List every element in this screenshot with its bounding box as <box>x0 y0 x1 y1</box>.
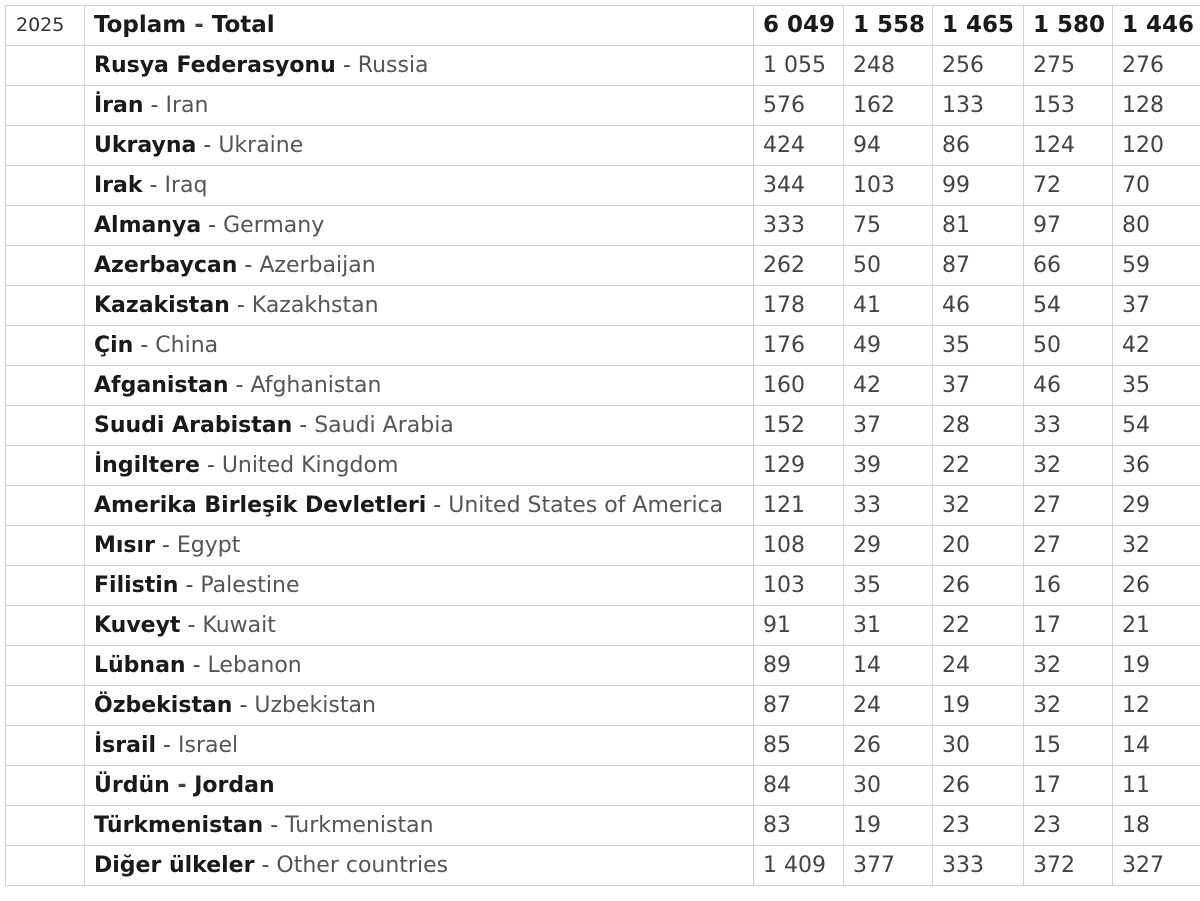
value-cell-3: 153 <box>1024 86 1113 126</box>
country-name-english: Egypt <box>176 532 241 558</box>
value-cell-1: 33 <box>844 486 933 526</box>
total-value-cell: 344 <box>754 166 844 206</box>
value-cell-3: 32 <box>1024 646 1113 686</box>
value-cell-3: 16 <box>1024 566 1113 606</box>
country-cell <box>85 206 754 246</box>
value-cell-2: 86 <box>933 126 1024 166</box>
value-cell-1: 42 <box>844 366 933 406</box>
value-cell-4: 120 <box>1113 126 1200 166</box>
country-name-english: Ukraine <box>218 132 304 158</box>
value-cell-1: 103 <box>844 166 933 206</box>
value-cell-4: 12 <box>1113 686 1200 726</box>
value-cell-2: 26 <box>933 566 1024 606</box>
country-name-english: Jordan <box>194 772 275 798</box>
table-row <box>6 846 1200 886</box>
value-cell-1: 30 <box>844 766 933 806</box>
country-name-english: Afghanistan <box>250 372 382 398</box>
table-row <box>6 726 1200 766</box>
country-name-turkish: Kuveyt <box>94 612 181 638</box>
value-cell-2: 333 <box>933 846 1024 886</box>
country-name-turkish: Diğer ülkeler <box>94 852 255 878</box>
table-row <box>6 246 1200 286</box>
country-cell <box>85 766 754 806</box>
data-table <box>5 5 1200 886</box>
country-name-turkish: Irak <box>94 172 143 198</box>
name-separator: - <box>237 252 260 278</box>
total-value-cell: 84 <box>754 766 844 806</box>
country-name-english: United States of America <box>448 492 724 518</box>
value-cell-4: 37 <box>1113 286 1200 326</box>
year-cell <box>6 86 85 126</box>
name-separator: - <box>199 452 222 478</box>
value-cell-1: 14 <box>844 646 933 686</box>
name-separator: - <box>292 412 315 438</box>
name-separator: - <box>263 812 286 838</box>
country-cell <box>85 686 754 726</box>
total-value-cell: 262 <box>754 246 844 286</box>
country-cell <box>85 6 754 46</box>
country-name-english: Kazakhstan <box>251 292 379 318</box>
country-cell <box>85 566 754 606</box>
total-value-cell: 129 <box>754 446 844 486</box>
country-cell <box>85 846 754 886</box>
country-name-turkish: Çin <box>94 332 134 358</box>
name-separator: - <box>232 692 255 718</box>
total-value-cell: 152 <box>754 406 844 446</box>
country-cell <box>85 726 754 766</box>
value-cell-3: 124 <box>1024 126 1113 166</box>
table-row <box>6 366 1200 406</box>
country-cell <box>85 646 754 686</box>
year-cell <box>6 846 85 886</box>
country-name-english: Uzbekistan <box>254 692 376 718</box>
name-separator: - <box>201 212 224 238</box>
value-cell-4: 80 <box>1113 206 1200 246</box>
value-cell-1: 248 <box>844 46 933 86</box>
value-cell-4: 59 <box>1113 246 1200 286</box>
year-cell <box>6 166 85 206</box>
total-value-cell: 85 <box>754 726 844 766</box>
name-separator: - <box>186 12 212 38</box>
value-cell-1: 24 <box>844 686 933 726</box>
name-separator: - <box>426 492 449 518</box>
value-cell-4: 54 <box>1113 406 1200 446</box>
value-cell-3: 32 <box>1024 686 1113 726</box>
value-cell-3: 54 <box>1024 286 1113 326</box>
country-cell <box>85 166 754 206</box>
total-value-cell: 108 <box>754 526 844 566</box>
total-value-cell: 121 <box>754 486 844 526</box>
country-cell <box>85 806 754 846</box>
country-name-english: China <box>155 332 219 358</box>
name-separator: - <box>156 732 178 758</box>
country-name-turkish: Ukrayna <box>94 132 197 158</box>
value-cell-1: 31 <box>844 606 933 646</box>
table-row <box>6 406 1200 446</box>
total-value-cell: 333 <box>754 206 844 246</box>
value-cell-3: 275 <box>1024 46 1113 86</box>
table-row <box>6 486 1200 526</box>
total-value-cell: 178 <box>754 286 844 326</box>
value-cell-1: 37 <box>844 406 933 446</box>
value-cell-3: 23 <box>1024 806 1113 846</box>
value-cell-2: 46 <box>933 286 1024 326</box>
country-name-turkish: Rusya Federasyonu <box>94 52 336 78</box>
country-name-english: Israel <box>178 732 239 758</box>
year-cell <box>6 446 85 486</box>
total-value-cell: 87 <box>754 686 844 726</box>
country-name-english: Iraq <box>164 172 208 198</box>
year-cell <box>6 206 85 246</box>
value-cell-2: 24 <box>933 646 1024 686</box>
name-separator: - <box>180 612 203 638</box>
country-name-turkish: Kazakistan <box>94 292 230 318</box>
value-cell-4: 32 <box>1113 526 1200 566</box>
total-value-cell: 424 <box>754 126 844 166</box>
year-cell <box>6 246 85 286</box>
value-cell-3: 27 <box>1024 486 1113 526</box>
name-separator: - <box>169 772 195 798</box>
value-cell-2: 87 <box>933 246 1024 286</box>
country-name-english: Total <box>211 12 275 38</box>
year-cell <box>6 606 85 646</box>
country-cell <box>85 326 754 366</box>
total-value-cell: 103 <box>754 566 844 606</box>
country-name-turkish: Lübnan <box>94 652 186 678</box>
value-cell-2: 26 <box>933 766 1024 806</box>
country-name-turkish: İran <box>94 92 144 118</box>
table-body <box>6 6 1200 886</box>
value-cell-2: 37 <box>933 366 1024 406</box>
country-name-turkish: Azerbaycan <box>94 252 238 278</box>
year-cell <box>6 686 85 726</box>
country-name-english: Turkmenistan <box>285 812 434 838</box>
value-cell-1: 19 <box>844 806 933 846</box>
country-cell <box>85 86 754 126</box>
table-row <box>6 86 1200 126</box>
value-cell-2: 99 <box>933 166 1024 206</box>
table-row <box>6 806 1200 846</box>
total-value-cell: 6 049 <box>754 6 844 46</box>
value-cell-3: 97 <box>1024 206 1113 246</box>
value-cell-1: 41 <box>844 286 933 326</box>
year-cell <box>6 526 85 566</box>
value-cell-2: 1 465 <box>933 6 1024 46</box>
name-separator: - <box>228 372 251 398</box>
country-name-turkish: İngiltere <box>94 452 200 478</box>
country-name-english: Germany <box>223 212 325 238</box>
value-cell-4: 19 <box>1113 646 1200 686</box>
value-cell-2: 28 <box>933 406 1024 446</box>
country-name-english: Other countries <box>276 852 449 878</box>
country-name-turkish: İsrail <box>94 732 157 758</box>
value-cell-3: 15 <box>1024 726 1113 766</box>
table-row <box>6 566 1200 606</box>
country-name-turkish: Ürdün <box>94 772 170 798</box>
value-cell-4: 21 <box>1113 606 1200 646</box>
value-cell-3: 33 <box>1024 406 1113 446</box>
country-cell <box>85 526 754 566</box>
country-cell <box>85 606 754 646</box>
year-cell <box>6 126 85 166</box>
name-separator: - <box>154 532 177 558</box>
total-value-cell: 83 <box>754 806 844 846</box>
total-value-cell: 160 <box>754 366 844 406</box>
total-value-cell: 176 <box>754 326 844 366</box>
value-cell-2: 23 <box>933 806 1024 846</box>
total-value-cell: 91 <box>754 606 844 646</box>
value-cell-3: 17 <box>1024 606 1113 646</box>
value-cell-1: 49 <box>844 326 933 366</box>
value-cell-2: 35 <box>933 326 1024 366</box>
value-cell-1: 162 <box>844 86 933 126</box>
year-cell <box>6 326 85 366</box>
value-cell-2: 20 <box>933 526 1024 566</box>
country-name-english: Saudi Arabia <box>314 412 454 438</box>
value-cell-1: 26 <box>844 726 933 766</box>
value-cell-3: 72 <box>1024 166 1113 206</box>
year-cell <box>6 486 85 526</box>
country-name-turkish: Amerika Birleşik Devletleri <box>94 492 427 518</box>
name-separator: - <box>143 92 166 118</box>
year-cell <box>6 806 85 846</box>
country-name-turkish: Türkmenistan <box>94 812 264 838</box>
name-separator: - <box>335 52 358 78</box>
value-cell-4: 36 <box>1113 446 1200 486</box>
value-cell-3: 66 <box>1024 246 1113 286</box>
total-value-cell: 89 <box>754 646 844 686</box>
name-separator: - <box>178 572 201 598</box>
table-row <box>6 646 1200 686</box>
table-row <box>6 326 1200 366</box>
value-cell-4: 26 <box>1113 566 1200 606</box>
value-cell-1: 94 <box>844 126 933 166</box>
table-row <box>6 686 1200 726</box>
value-cell-2: 32 <box>933 486 1024 526</box>
year-cell <box>6 46 85 86</box>
value-cell-4: 327 <box>1113 846 1200 886</box>
total-value-cell: 1 055 <box>754 46 844 86</box>
table-row <box>6 46 1200 86</box>
country-name-turkish: Toplam <box>94 12 187 38</box>
country-name-english: Lebanon <box>207 652 302 678</box>
value-cell-4: 29 <box>1113 486 1200 526</box>
country-name-english: Kuwait <box>202 612 276 638</box>
value-cell-2: 256 <box>933 46 1024 86</box>
value-cell-4: 11 <box>1113 766 1200 806</box>
country-name-turkish: Filistin <box>94 572 179 598</box>
value-cell-2: 133 <box>933 86 1024 126</box>
value-cell-2: 81 <box>933 206 1024 246</box>
total-value-cell: 1 409 <box>754 846 844 886</box>
country-cell <box>85 246 754 286</box>
country-cell <box>85 406 754 446</box>
value-cell-4: 14 <box>1113 726 1200 766</box>
country-name-turkish: Almanya <box>94 212 202 238</box>
value-cell-2: 22 <box>933 446 1024 486</box>
value-cell-1: 35 <box>844 566 933 606</box>
name-separator: - <box>196 132 219 158</box>
year-cell <box>6 726 85 766</box>
value-cell-1: 75 <box>844 206 933 246</box>
value-cell-4: 70 <box>1113 166 1200 206</box>
table-row <box>6 166 1200 206</box>
country-name-turkish: Suudi Arabistan <box>94 412 293 438</box>
value-cell-3: 32 <box>1024 446 1113 486</box>
name-separator: - <box>133 332 156 358</box>
year-cell <box>6 646 85 686</box>
table-row <box>6 126 1200 166</box>
year-cell <box>6 566 85 606</box>
value-cell-4: 35 <box>1113 366 1200 406</box>
table-row <box>6 286 1200 326</box>
country-name-english: Iran <box>165 92 209 118</box>
name-separator: - <box>142 172 165 198</box>
country-name-turkish: Mısır <box>94 532 155 558</box>
value-cell-1: 50 <box>844 246 933 286</box>
value-cell-4: 1 446 <box>1113 6 1200 46</box>
country-cell <box>85 366 754 406</box>
year-cell <box>6 366 85 406</box>
value-cell-3: 17 <box>1024 766 1113 806</box>
country-cell <box>85 446 754 486</box>
country-name-english: United Kingdom <box>221 452 399 478</box>
country-name-english: Russia <box>357 52 429 78</box>
value-cell-3: 46 <box>1024 366 1113 406</box>
country-cell <box>85 286 754 326</box>
country-cell <box>85 46 754 86</box>
table-row <box>6 606 1200 646</box>
value-cell-4: 276 <box>1113 46 1200 86</box>
value-cell-3: 50 <box>1024 326 1113 366</box>
value-cell-1: 377 <box>844 846 933 886</box>
value-cell-1: 1 558 <box>844 6 933 46</box>
value-cell-2: 22 <box>933 606 1024 646</box>
value-cell-3: 372 <box>1024 846 1113 886</box>
name-separator: - <box>254 852 277 878</box>
country-name-turkish: Afganistan <box>94 372 229 398</box>
name-separator: - <box>229 292 252 318</box>
name-separator: - <box>185 652 208 678</box>
year-cell <box>6 286 85 326</box>
table-row <box>6 766 1200 806</box>
value-cell-3: 27 <box>1024 526 1113 566</box>
total-row <box>6 6 1200 46</box>
value-cell-1: 29 <box>844 526 933 566</box>
value-cell-2: 30 <box>933 726 1024 766</box>
value-cell-2: 19 <box>933 686 1024 726</box>
country-name-english: Palestine <box>200 572 300 598</box>
year-cell <box>6 766 85 806</box>
value-cell-4: 128 <box>1113 86 1200 126</box>
table-row <box>6 526 1200 566</box>
country-cell <box>85 486 754 526</box>
country-cell <box>85 126 754 166</box>
value-cell-4: 18 <box>1113 806 1200 846</box>
table-row <box>6 206 1200 246</box>
country-name-turkish: Özbekistan <box>94 692 233 718</box>
value-cell-1: 39 <box>844 446 933 486</box>
total-value-cell: 576 <box>754 86 844 126</box>
year-cell <box>6 406 85 446</box>
value-cell-3: 1 580 <box>1024 6 1113 46</box>
value-cell-4: 42 <box>1113 326 1200 366</box>
year-cell: 2025 <box>6 6 85 46</box>
country-name-english: Azerbaijan <box>259 252 376 278</box>
table-row <box>6 446 1200 486</box>
